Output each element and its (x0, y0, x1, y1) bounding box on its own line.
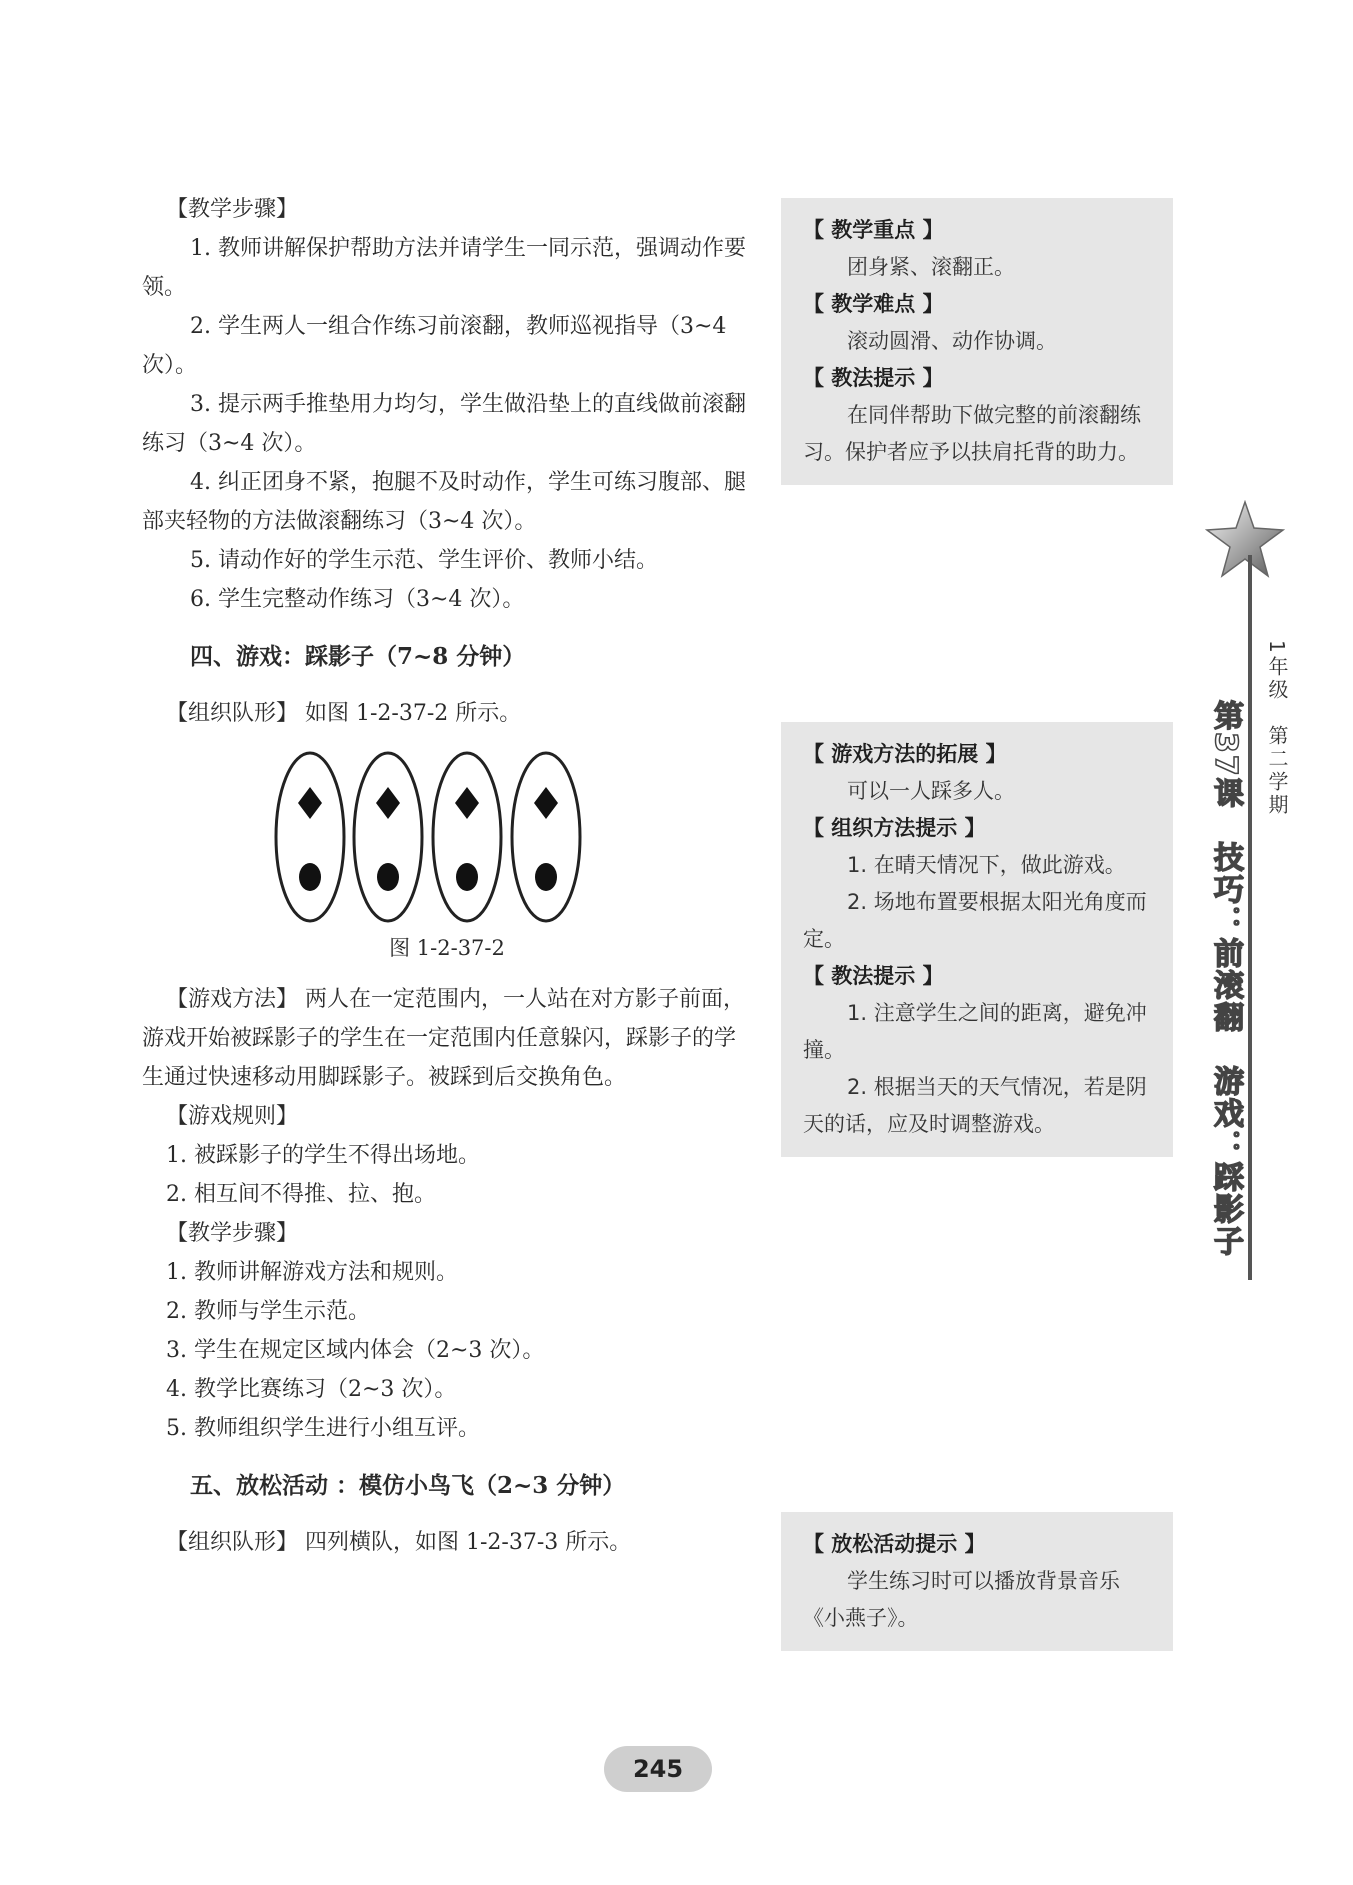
section-title: 四、游戏：踩影子（7~8 分钟） (190, 643, 526, 670)
sidebox-teaching-tips (781, 198, 1173, 485)
rule-item: 2. 相互间不得推、拉、抱。 (166, 1182, 436, 1207)
dot-marker (456, 863, 478, 891)
sidebox-text: 学生练习时可以播放背景音乐《小燕子》。 (803, 1569, 1120, 1630)
group-ellipse (512, 753, 580, 921)
step-item: 3. 提示两手推垫用力均匀，学生做沿垫上的直线做前滚翻练习（3~4 次）。 (142, 392, 746, 456)
sidebox-heading: 【 教学难点 】 (803, 292, 944, 316)
step-item: 2. 学生两人一组合作练习前滚翻，教师巡视指导（3~4 次）。 (142, 314, 727, 378)
step-item: 3. 学生在规定区域内体会（2~3 次）。 (166, 1338, 545, 1363)
lesson-title: 第37课 技巧：前滚翻 游戏：踩影子 (1208, 700, 1243, 1258)
step-item: 1. 教师讲解保护帮助方法并请学生一同示范，强调动作要领。 (142, 236, 746, 300)
step-item: 4. 教学比赛练习（2~3 次）。 (166, 1377, 457, 1402)
step-item: 6. 学生完整动作练习（3~4 次）。 (190, 587, 525, 612)
sidebox-heading: 【 游戏方法的拓展 】 (803, 742, 1007, 766)
group-ellipse (276, 753, 344, 921)
formation-figure (142, 739, 752, 929)
grade-label: 1年级 第二学期 (1265, 640, 1289, 817)
section-title: 五、放松活动 ：模仿小鸟飞（2~3 分钟） (190, 1472, 626, 1499)
page-number: 245 (604, 1746, 712, 1792)
sidebox-text: 团身紧、滚翻正。 (847, 255, 1015, 279)
diamond-marker (298, 787, 322, 819)
rule-item: 1. 被踩影子的学生不得出场地。 (166, 1143, 480, 1168)
dot-marker (377, 863, 399, 891)
steps-heading: 【教学步骤】 (166, 1221, 299, 1246)
sidebox-relax-tips (781, 1512, 1173, 1651)
group-ellipse (354, 753, 422, 921)
side-divider (1248, 555, 1252, 1280)
game-method: 【游戏方法】 两人在一定范围内，一人站在对方影子前面，游戏开始被踩影子的学生在一定范围内任意躲闪，踩影子的学生通过快速移动用脚踩影子。被踩到后交换角色。 (142, 987, 745, 1090)
diamond-marker (376, 787, 400, 819)
rules-heading: 【游戏规则】 (166, 1104, 299, 1129)
formation-text: 【组织队形】 如图 1-2-37-2 所示。 (166, 701, 522, 726)
step-item: 4. 纠正团身不紧，抱腿不及时动作，学生可练习腹部、腿部夹轻物的方法做滚翻练习（3~4 次）。 (142, 470, 746, 534)
diamond-marker (534, 787, 558, 819)
dot-marker (299, 863, 321, 891)
sidebox-text: 滚动圆滑、动作协调。 (847, 329, 1057, 353)
figure-caption: 图 1-2-37-2 (389, 936, 505, 960)
sidebox-heading: 【 放松活动提示 】 (803, 1532, 986, 1556)
step-item: 5. 教师组织学生进行小组互评。 (166, 1416, 480, 1441)
sidebox-text: 1. 在晴天情况下，做此游戏。 (847, 853, 1126, 877)
group-ellipse (433, 753, 501, 921)
dot-marker (535, 863, 557, 891)
sidebox-text: 可以一人踩多人。 (847, 779, 1015, 803)
sidebox-text: 2. 场地布置要根据太阳光角度而定。 (803, 890, 1147, 951)
formation-diagram (142, 739, 752, 929)
step-item: 5. 请动作好的学生示范、学生评价、教师小结。 (190, 548, 658, 573)
sidebox-heading: 【 教法提示 】 (803, 964, 944, 988)
star-icon (1205, 500, 1285, 580)
sidebox-heading: 【 组织方法提示 】 (803, 816, 986, 840)
step-item: 1. 教师讲解游戏方法和规则。 (166, 1260, 458, 1285)
sidebox-heading: 【 教法提示 】 (803, 366, 944, 390)
main-column (142, 190, 752, 1562)
sidebox-game-tips (781, 722, 1173, 1157)
sidebox-text: 2. 根据当天的天气情况，若是阴天的话，应及时调整游戏。 (803, 1075, 1147, 1136)
diamond-marker (455, 787, 479, 819)
sidebox-text: 在同伴帮助下做完整的前滚翻练习。保护者应予以扶肩托背的助力。 (803, 403, 1141, 464)
step-item: 2. 教师与学生示范。 (166, 1299, 370, 1324)
formation-text: 【组织队形】 四列横队，如图 1-2-37-3 所示。 (166, 1530, 632, 1555)
sidebox-text: 1. 注意学生之间的距离，避免冲撞。 (803, 1001, 1147, 1062)
sidebox-heading: 【 教学重点 】 (803, 218, 944, 242)
steps-heading: 【教学步骤】 (166, 197, 299, 222)
